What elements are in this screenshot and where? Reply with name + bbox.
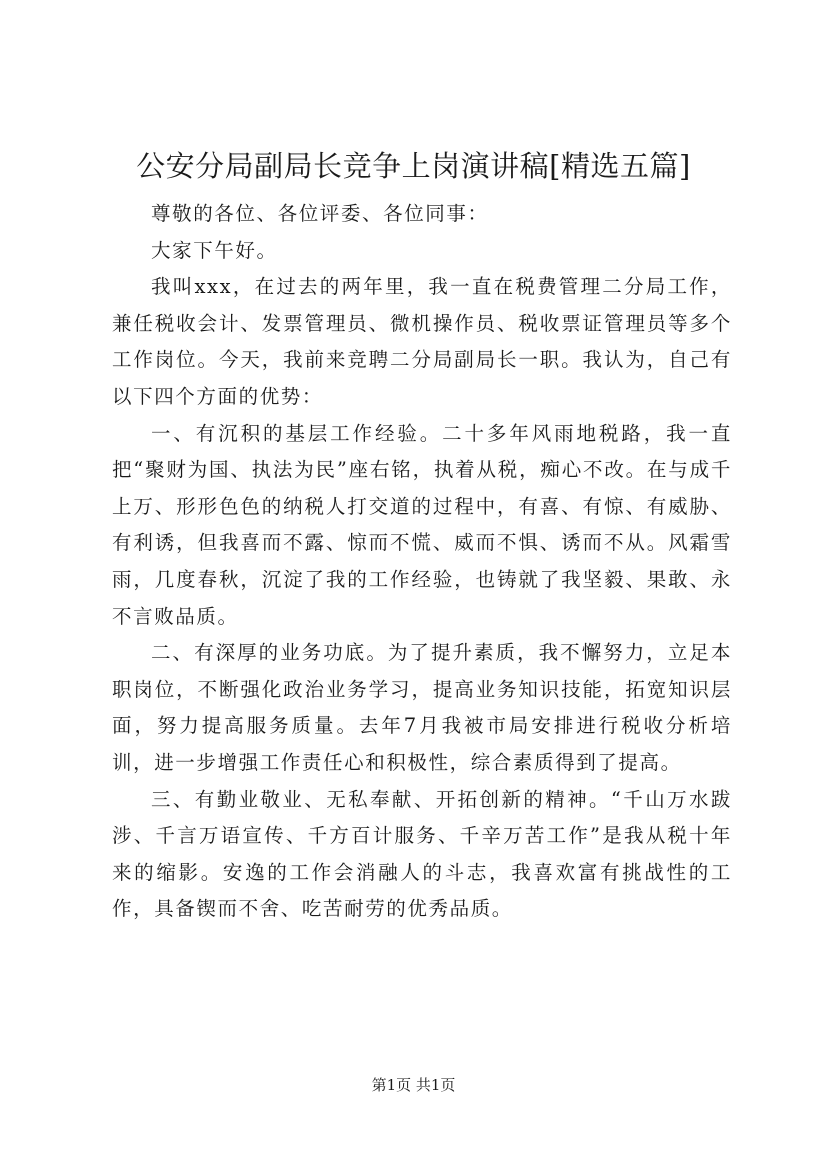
greeting-paragraph: 大家下午好。 xyxy=(151,238,278,262)
salutation-paragraph: 尊敬的各位、各位评委、各位同事： xyxy=(151,202,489,225)
advantage-two-paragraph: 二、有深厚的业务功底。为了提升素质，我不懈努力，立足本职岗位，不断强化政治业务学习，提高业务知识技能，拓宽知识层面，努力提高服务质量。去年7月我被市局安排进行税收分析培训，进一步增强工作责任心和积极性，综合素质得到了提高。 xyxy=(112,641,732,774)
document-title: 公安分局副局长竞争上岗演讲稿[精选五篇] xyxy=(136,149,691,183)
advantage-three-paragraph: 三、有勤业敬业、无私奉献、开拓创新的精神。“千山万水跋涉、千言万语宣传、千方百计服务、千辛万苦工作”是我从税十年来的缩影。安逸的工作会消融人的斗志，我喜欢富有挑战性的工作，具备锲而不舍、吃苦耐劳的优秀品质。 xyxy=(112,787,732,921)
advantage-one-paragraph: 一、有沉积的基层工作经验。二十多年风雨地税路，我一直把“聚财为国、执法为民”座右铭，执着从税，痴心不改。在与成千上万、形形色色的纳税人打交道的过程中，有喜、有惊、有威胁、有利诱，但我喜而不露、惊而不慌、威而不惧、诱而不从。风霜雪雨，几度春秋，沉淀了我的工作经验，也铸就了我坚毅、果敢、永不言败品质。 xyxy=(112,421,732,628)
introduction-paragraph: 我叫xxx，在过去的两年里，我一直在税费管理二分局工作，兼任税收会计、发票管理员、微机操作员、税收票证管理员等多个工作岗位。今天，我前来竞聘二分局副局长一职。我认为，自己有以下四个方面的优势： xyxy=(112,275,732,408)
page-footer: 第1页 共1页 xyxy=(371,1076,456,1094)
document-body xyxy=(112,196,732,928)
